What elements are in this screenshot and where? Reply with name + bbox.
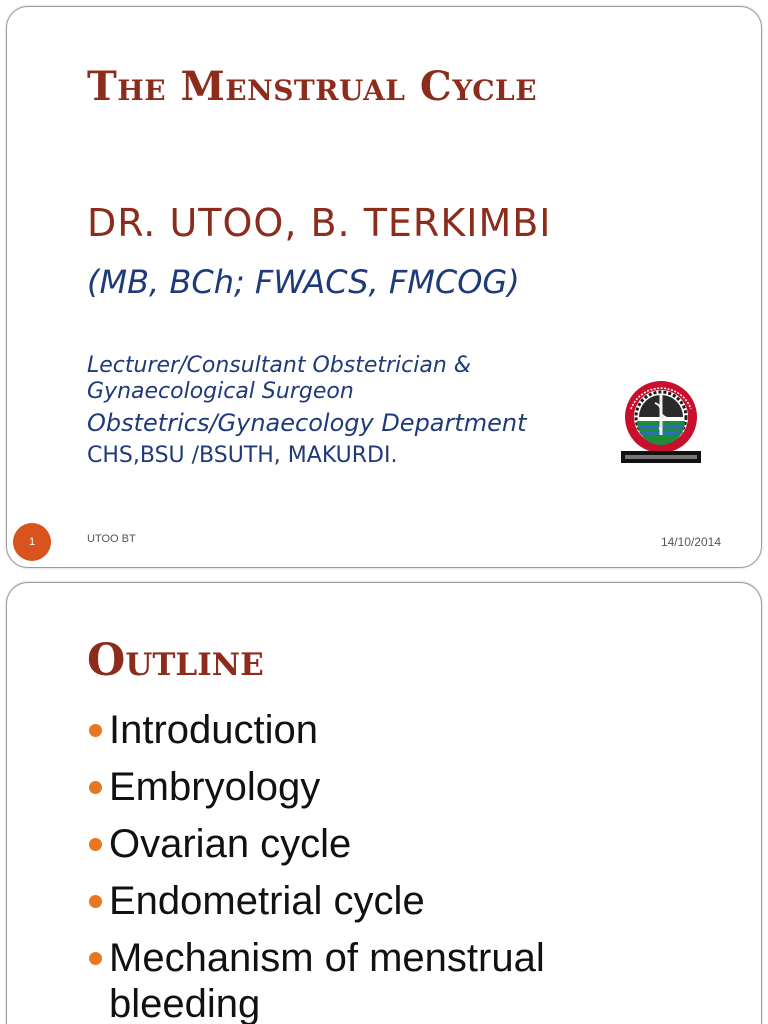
author-name: DR. UTOO, B. TERKIMBI — [87, 201, 552, 245]
college-seal-logo-icon — [615, 379, 707, 465]
author-qualifications: (MB, BCh; FWACS, FMCOG) — [87, 263, 520, 301]
slide-1 — [6, 6, 762, 568]
slide-number-badge: 1 — [13, 523, 51, 561]
bullet-icon — [89, 895, 102, 908]
list-item: Ovarian cycle — [87, 821, 629, 867]
affiliation-line: Lecturer/Consultant Obstetrician & — [87, 353, 471, 378]
bullet-icon — [89, 838, 102, 851]
bullet-icon — [89, 781, 102, 794]
slide-title: Outline — [87, 635, 264, 686]
affiliation-line: CHS,BSU /BSUTH, MAKURDI. — [87, 443, 398, 469]
bullet-icon — [89, 952, 102, 965]
list-item: Introduction — [87, 707, 629, 753]
list-item: Mechanism of menstrual bleeding — [87, 935, 629, 1024]
list-item: Endometrial cycle — [87, 878, 629, 924]
footer-author: UTOO BT — [87, 533, 136, 545]
affiliation-block — [87, 353, 527, 469]
bullet-icon — [89, 724, 102, 737]
footer-date: 14/10/2014 — [660, 535, 721, 549]
list-item: Embryology — [87, 764, 629, 810]
affiliation-line: Obstetrics/Gynaecology Department — [87, 408, 527, 437]
outline-list — [87, 707, 629, 1024]
slide-2 — [6, 582, 762, 1024]
affiliation-line: Gynaecological Surgeon — [87, 378, 354, 404]
slide-title: The Menstrual Cycle — [87, 63, 538, 110]
